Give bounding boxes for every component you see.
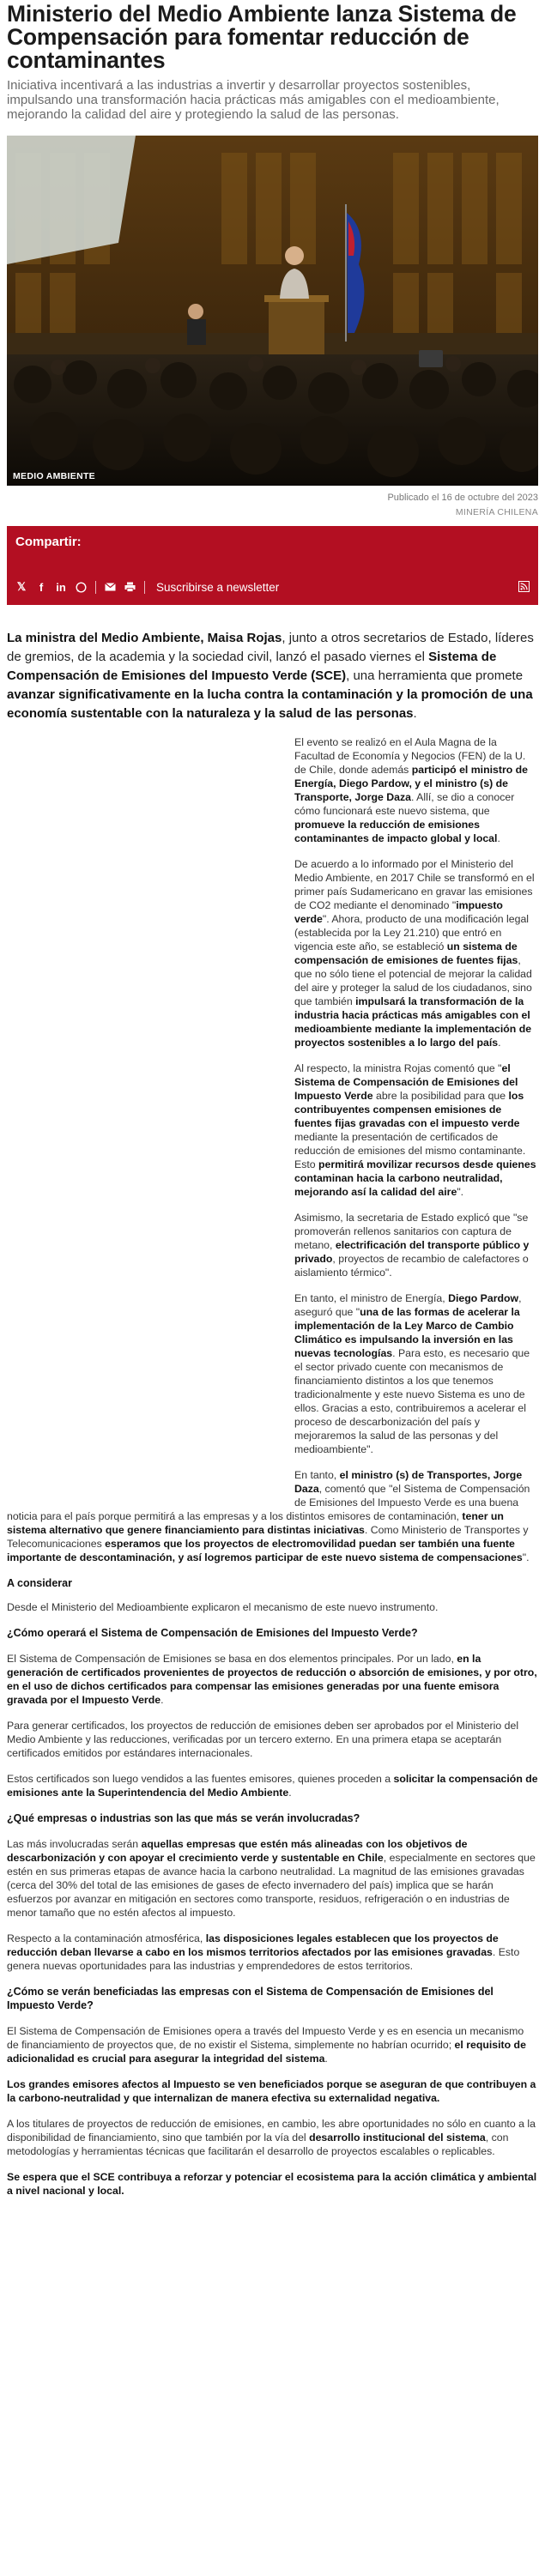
article-body — [7, 629, 538, 2198]
email-icon[interactable] — [104, 580, 116, 594]
paragraph: De acuerdo a lo informado por el Ministerio del Medio Ambiente, en 2017 Chile se transformó en el primer país Sudamericano en gravar las emisiones de CO2 mediante el denominado "impuesto verde". Ahora, producto de una modificación legal (establecida por la Ley 21.210) que entró en vigencia este año, se estableció un sistema de compensación de emisiones de fuentes fijas, que no sólo tiene el potencial de mejorar la calidad del aire y proteger la salud de los ciudadanos, sino que también impulsará la transformación de la industria hacia prácticas más amigables con el medioambiente mediante la implementación de proyectos sostenibles a lo largo del país. — [294, 858, 535, 1049]
hero-image — [7, 136, 538, 486]
print-glyph — [124, 582, 136, 592]
question-title: ¿Cómo se verán beneficiadas las empresas con el Sistema de Compensación de Emisiones del Impuesto Verde? — [7, 1986, 494, 2011]
closing-paragraph: Se espera que el SCE contribuya a reforzar y potenciar el ecosistema para la acción climática y ambiental a nivel nacional y local. — [7, 2171, 537, 2197]
paragraph: Asimismo, la secretaria de Estado explicó que "se promoverán rellenos sanitarios con captura de metano, electrificación del transporte público y privado, proyectos de recambio de calefactores o aislamiento térmico". — [294, 1212, 530, 1279]
article-subtitle: Iniciativa incentivará a las industrias a invertir y desarrollar proyectos sostenibles, impulsando una transformación hacia prácticas más amigables con el medioambiente, mejorando la calidad del aire y protegiendo la salud de las personas. — [7, 78, 500, 122]
linkedin-icon[interactable]: in — [56, 580, 66, 594]
share-divider — [95, 581, 96, 594]
share-divider — [144, 581, 145, 594]
newsletter-link[interactable]: Suscribirse a newsletter — [156, 580, 280, 594]
print-icon[interactable] — [124, 580, 136, 594]
x-icon[interactable]: 𝕏 — [16, 580, 27, 593]
page-title: Ministerio del Medio Ambiente lanza Sistema de Compensación para fomentar reducción de contaminantes — [7, 1, 517, 73]
whatsapp-icon[interactable] — [75, 580, 87, 594]
share-bar — [7, 526, 538, 605]
paragraph: Desde el Ministerio del Medioambiente explicaron el mecanismo de este nuevo instrumento. — [7, 1601, 439, 1613]
lead-paragraph: La ministra del Medio Ambiente, Maisa Rojas, junto a otros secretarios de Estado, líderes de gremios, de la academia y la sociedad civil, lanzó el pasado viernes el Sistema de Compensación de Emisiones del Impuesto Verde (SCE), una herramienta que promete avanzar significativamente en la lucha contra la contaminación y la promoción de una economía sustentable con la naturaleza y la salud de las personas. — [7, 631, 534, 721]
event-photo — [7, 136, 538, 486]
paragraph: Para generar certificados, los proyectos de reducción de emisiones deben ser aprobados por el Ministerio del Medio Ambiente y las reducciones, verificadas por un tercero externo. En una primera etapa se aceptarán certificados emitidos por estándares internacionales. — [7, 1720, 519, 1759]
paragraph: Respecto a la contaminación atmosférica, las disposiciones legales establecen que los proyectos de reducción deban llevarse a cabo en los mismos territorios afectados por las emisiones gravadas. Esto genera nuevas oportunidades para las industrias y emprendedores de estos territorios. — [7, 1932, 520, 1972]
paragraph: El evento se realizó en el Aula Magna de la Facultad de Economía y Negocios (FEN) de la U. de Chile, donde además participó el ministro de Energía, Diego Pardow, y el ministro (s) de Transporte, Jorge Daza. Allí, se dio a conocer cómo funcionará este nuevo sistema, que promueve la reducción de emisiones contaminantes de impacto global y local. — [294, 736, 529, 844]
facebook-icon[interactable]: f — [39, 580, 44, 594]
paragraph: Al respecto, la ministra Rojas comentó que "el Sistema de Compensación de Emisiones del Impuesto Verde abre la posibilidad para que los contribuyentes compensen emisiones de fuentes fijas gravadas con el impuesto verde mediante la presentación de certificados de reducción de emisiones del mismo contaminante. Esto permitirá movilizar recursos desde quienes contaminan hacia la carbono neutralidad, mejorando así la calidad del aire". — [294, 1062, 536, 1198]
share-row — [15, 578, 530, 596]
section-title: A considerar — [7, 1577, 72, 1589]
question-title: ¿Cómo operará el Sistema de Compensación de Emisiones del Impuesto Verde? — [7, 1627, 418, 1639]
publish-date: Publicado el 16 de octubre del 2023 — [387, 493, 538, 503]
paragraph: Estos certificados son luego vendidos a las fuentes emisores, quienes proceden a solicitar la compensación de emisiones ante la Superintendencia del Medio Ambiente. — [7, 1773, 538, 1799]
article — [0, 3, 545, 2198]
paragraph: En tanto, el ministro de Energía, Diego Pardow, aseguró que "una de las formas de acelerar la implementación de la Ley Marco de Cambio Climático es impulsando la inversión en las nuevas tecnologías. Para esto, es necesario que el sector privado cuente con mecanismos de financiamiento distintos a los que tenemos tradicionalmente y este nuevo Sistema es uno de ellos. Gracias a esto, contribuiremos a acelerar el proceso de descarbonización del país y mejoraremos la salud de las personas y del medioambiente". — [294, 1292, 530, 1455]
source-label: MINERÍA CHILENA — [455, 507, 538, 517]
paragraph: El Sistema de Compensación de Emisiones opera a través del Impuesto Verde y es en esencia un mecanismo de financiamiento de proyectos que, de no existir el Sistema, simplemente no habrían ocurrido; el requisito de adicionalidad es crucial para asegurar la integridad del sistema. — [7, 2025, 526, 2065]
whatsapp-glyph — [76, 582, 87, 593]
sidebar-space — [7, 735, 294, 1508]
paragraph: Los grandes emisores afectos al Impuesto se ven beneficiados porque se aseguran de que contribuyen a la carbono-neutralidad y que internalizan de manera efectiva su externalidad negativa. — [7, 2078, 536, 2104]
paragraph: Las más involucradas serán aquellas empresas que estén más alineadas con los objetivos de descarbonización y con apoyar el crecimiento verde y sustentable en Chile, especialmente en sectores que estén en sus primeras etapas de avance hacia la carbono neutralidad. La magnitud de las emisiones gravadas (cerca del 30% del total de las emisiones de gases de efecto invernadero del país) implica que se harán esfuerzos por avanzar en mitigación en sectores como transporte, residuos, refrigeración o en industrias de menor tamaño que no estén afectos al impuesto. — [7, 1838, 536, 1919]
paragraph: En tanto, el ministro (s) de Transportes, Jorge Daza, comentó que "el Sistema de Compensación de Emisiones del Impuesto Verde es una buena noticia para el país porque permitirá a las empresas y a los distintos emisores de contaminación, tener un sistema alternativo que genere financiamiento para distintas iniciativas. Como Ministerio de Transportes y Telecomunicaciones esperamos que los proyectos de electromovilidad puedan ser también una fuente importante de descontaminación, y así logremos participar de este nuevo sistema de compensaciones". — [7, 1469, 530, 1563]
paragraph: A los titulares de proyectos de reducción de emisiones, en cambio, les abre oportunidades no sólo en cuanto a la disponibilidad de financiamiento, sino que también por la vía del desarrollo institucional del sistema, con metodologías y herramientas técnicas que facilitarán el desarrollo de proyectos escalables o replicables. — [7, 2118, 536, 2157]
image-caption: MEDIO AMBIENTE — [13, 471, 95, 481]
share-label: Compartir: — [15, 535, 82, 549]
paragraph: El Sistema de Compensación de Emisiones se basa en dos elementos principales. Por un lado, en la generación de certificados provenientes de proyectos de reducción o absorción de emisiones, y por otro, en el uso de dichos certificados para compensar las emisiones generadas por una fuente emisora gravada por el Impuesto Verde. — [7, 1653, 537, 1706]
email-glyph — [105, 583, 116, 591]
question-title: ¿Qué empresas o industrias son las que más se verán involucradas? — [7, 1812, 360, 1824]
rss-icon[interactable] — [518, 581, 530, 592]
